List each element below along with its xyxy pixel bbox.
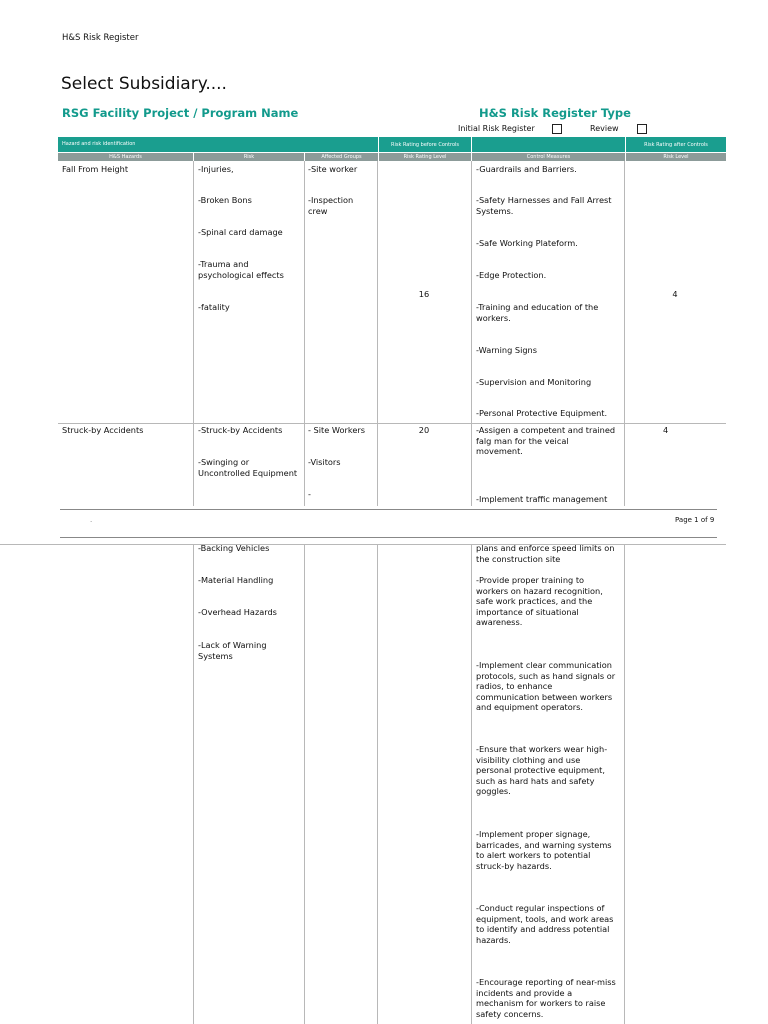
row1-control-item: -Edge Protection. bbox=[476, 270, 547, 280]
initial-register-checkbox[interactable] bbox=[552, 124, 562, 134]
row1-risk-item: -Spinal card damage bbox=[198, 227, 283, 237]
row1-control-item: -Guardrails and Barriers. bbox=[476, 164, 577, 174]
page-footer-rule bbox=[60, 509, 717, 510]
row1-group-item: -Site worker bbox=[308, 164, 358, 174]
project-name-heading: RSG Facility Project / Program Name bbox=[62, 106, 299, 120]
grid-line bbox=[304, 544, 305, 1024]
row1-control-item: -Safe Working Plateform. bbox=[476, 238, 578, 248]
table-header-row-2 bbox=[58, 153, 726, 161]
select-subsidiary-title[interactable]: Select Subsidiary.... bbox=[61, 74, 227, 94]
row2-cont-risk-item: -Material Handling bbox=[198, 575, 274, 585]
grid-line bbox=[624, 161, 625, 506]
row1-control-item: -Warning Signs bbox=[476, 345, 538, 355]
row2-control-item: -Implement traffic management bbox=[476, 494, 608, 504]
review-checkbox[interactable] bbox=[637, 124, 647, 134]
row1-group-item: -Inspection crew bbox=[308, 195, 354, 216]
header-rating-before-controls: Risk Rating before Controls bbox=[378, 137, 471, 152]
row2-group-item: - bbox=[308, 489, 311, 499]
header-rating-after-controls: Risk Rating after Controls bbox=[625, 137, 726, 152]
footer-dot: . bbox=[90, 516, 93, 524]
grid-line bbox=[304, 161, 305, 506]
row2-cont-risk-item: -Lack of Warning Systems bbox=[198, 640, 267, 661]
grid-line bbox=[624, 544, 625, 1024]
row1-risk-item: -fatality bbox=[198, 302, 230, 312]
row-divider bbox=[0, 544, 726, 545]
initial-register-label: Initial Risk Register bbox=[458, 124, 535, 133]
header-control-measures: Control Measures bbox=[471, 153, 625, 161]
row2-control-item: -Assigen a competent and trained falg man for the veical movement. bbox=[476, 425, 616, 457]
row2-cont-control-item: plans and enforce speed limits on the construction site bbox=[476, 543, 615, 564]
header-risk-rating-level: Risk Rating Level bbox=[378, 153, 471, 161]
row2-cont-control-item: -Provide proper training to workers on hazard recognition, safe work practices, and the importance of situational awareness. bbox=[476, 575, 603, 628]
row2-risk-item: -Struck-by Accidents bbox=[198, 425, 283, 435]
row2-risk-item: -Swinging or Uncontrolled Equipment bbox=[198, 457, 298, 478]
row1-hazard: Fall From Height bbox=[62, 164, 129, 174]
row2-cont-control-item: -Implement proper signage, barricades, and warning systems to alert workers to potential struck-by hazards. bbox=[476, 829, 612, 871]
row1-control-item: -Personal Protective Equipment. bbox=[476, 408, 608, 418]
grid-line bbox=[377, 544, 378, 1024]
grid-line bbox=[377, 161, 378, 506]
row2-cont-control-item: -Encourage reporting of near-miss incidents and provide a mechanism for workers to raise safety concerns. bbox=[476, 977, 616, 1019]
row1-control-item: -Training and education of the workers. bbox=[476, 302, 599, 323]
grid-line bbox=[471, 161, 472, 506]
header-risk: Risk bbox=[193, 153, 304, 161]
row2-cont-control-item: -Implement clear communication protocols, such as hand signals or radios, to enhance communication between workers and equipment operators. bbox=[476, 660, 616, 713]
header-hazards: H&S Hazards bbox=[109, 154, 142, 160]
header-affected-groups: Affected Groups bbox=[304, 153, 378, 161]
row2-cont-control-item: -Conduct regular inspections of equipment, tools, and work areas to identify and address potential hazards. bbox=[476, 903, 614, 945]
grid-line bbox=[471, 544, 472, 1024]
row1-risk-item: -Broken Bons bbox=[198, 195, 252, 205]
grid-line bbox=[193, 161, 194, 506]
row2-hazard: Struck-by Accidents bbox=[62, 425, 144, 435]
register-type-heading: H&S Risk Register Type bbox=[479, 106, 631, 120]
header-control-blank bbox=[471, 137, 625, 152]
row1-rating-before: 16 bbox=[418, 289, 430, 299]
row2-cont-risk-item: -Backing Vehicles bbox=[198, 543, 270, 553]
page-break-rule bbox=[60, 537, 717, 538]
row2-group-item: - Site Workers bbox=[308, 425, 365, 435]
row1-control-item: -Supervision and Monitoring bbox=[476, 377, 592, 387]
row1-control-item: -Safety Harnesses and Fall Arrest Systems. bbox=[476, 195, 612, 216]
row1-risk-item: -Injuries, bbox=[198, 164, 234, 174]
row-divider bbox=[58, 423, 726, 424]
grid-line bbox=[193, 544, 194, 1024]
row2-rating-after: 4 bbox=[663, 425, 669, 435]
row2-cont-risk-item: -Overhead Hazards bbox=[198, 607, 277, 617]
row1-rating-after: 4 bbox=[672, 289, 678, 299]
review-label: Review bbox=[590, 124, 619, 133]
row2-rating-before: 20 bbox=[418, 425, 430, 435]
row2-group-item: -Visitors bbox=[308, 457, 341, 467]
row2-cont-control-item: -Ensure that workers wear high- visibility clothing and use personal protective equipment, such as hard hats and safety goggles. bbox=[476, 744, 608, 797]
page-number: Page 1 of 9 bbox=[675, 516, 715, 524]
header-hazard-identification: Hazard and risk identification bbox=[62, 141, 136, 147]
row1-risk-item: -Trauma and psychological effects bbox=[198, 259, 284, 280]
document-header-label: H&S Risk Register bbox=[62, 33, 139, 43]
table-header-row-1 bbox=[58, 137, 726, 152]
header-risk-level: Risk Level bbox=[625, 153, 726, 161]
